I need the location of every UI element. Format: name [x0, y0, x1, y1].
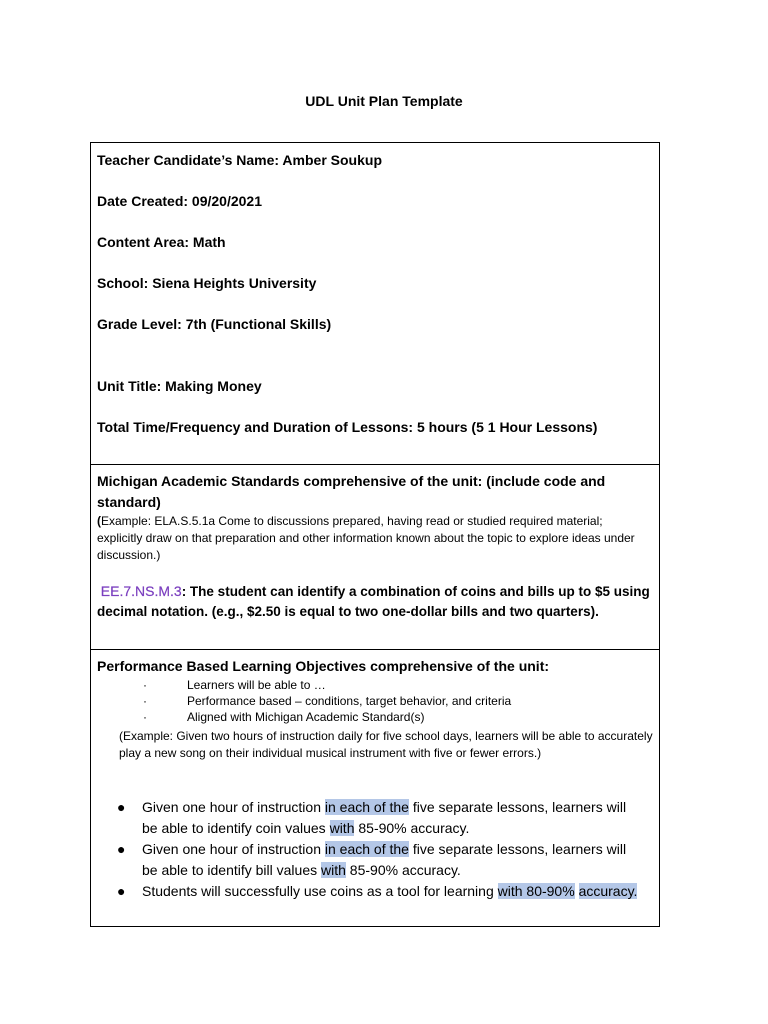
date-created: Date Created: 09/20/2021 [97, 193, 262, 209]
unit-plan-table [90, 142, 660, 927]
content-area: Content Area: Math [97, 234, 226, 250]
school: School: Siena Heights University [97, 275, 317, 291]
standards-heading: Michigan Academic Standards comprehensive of the unit: (include code and standard) [97, 473, 606, 510]
list-item: · Performance based – conditions, target behavior, and criteria [143, 694, 512, 708]
grade-level: Grade Level: 7th (Functional Skills) [97, 316, 332, 332]
teacher-info-section [91, 143, 659, 465]
unit-title: Unit Title: Making Money [97, 378, 262, 394]
objectives-guidelines [131, 677, 511, 725]
objectives-list [117, 797, 642, 902]
objectives-section [91, 650, 659, 926]
teacher-name: Teacher Candidate’s Name: Amber Soukup [97, 152, 382, 168]
objectives-example: (Example: Given two hours of instruction daily for five school days, learners will be able to accurately play a new song on their individual musical instrument with five or fewer errors.) [119, 729, 653, 760]
page-title: UDL Unit Plan Template [305, 93, 463, 109]
standard-text: EE.7.NS.M.3: The student can identify a combination of coins and bills up to $5 using decimal notation. (e.g., $2.50 is equal to two one-dollar bills and two quarters). [97, 583, 650, 619]
objectives-heading: Performance Based Learning Objectives comprehensive of the unit: [97, 658, 550, 674]
list-item: · Aligned with Michigan Academic Standard(s) [143, 710, 425, 724]
list-item: ● Given one hour of instruction in each of the five separate lessons, learners will be able to identify bill values with 85-90% accuracy. [117, 841, 627, 878]
list-item: ● Given one hour of instruction in each of the five separate lessons, learners will be able to identify coin values with 85-90% accuracy. [117, 799, 627, 836]
list-item: · Learners will be able to … [143, 678, 326, 692]
standards-section [91, 465, 659, 650]
standard-code: EE.7.NS.M.3 [100, 583, 182, 599]
total-time: Total Time/Frequency and Duration of Lessons: 5 hours (5 1 Hour Lessons) [97, 419, 598, 435]
list-item: ● Students will successfully use coins as a tool for learning with 80-90% accuracy. [117, 883, 638, 899]
standards-example: (Example: ELA.S.5.1a Come to discussions prepared, having read or studied required material; explicitly draw on that preparation and other information known about the topic to explore ideas under discussion.) [97, 514, 635, 562]
